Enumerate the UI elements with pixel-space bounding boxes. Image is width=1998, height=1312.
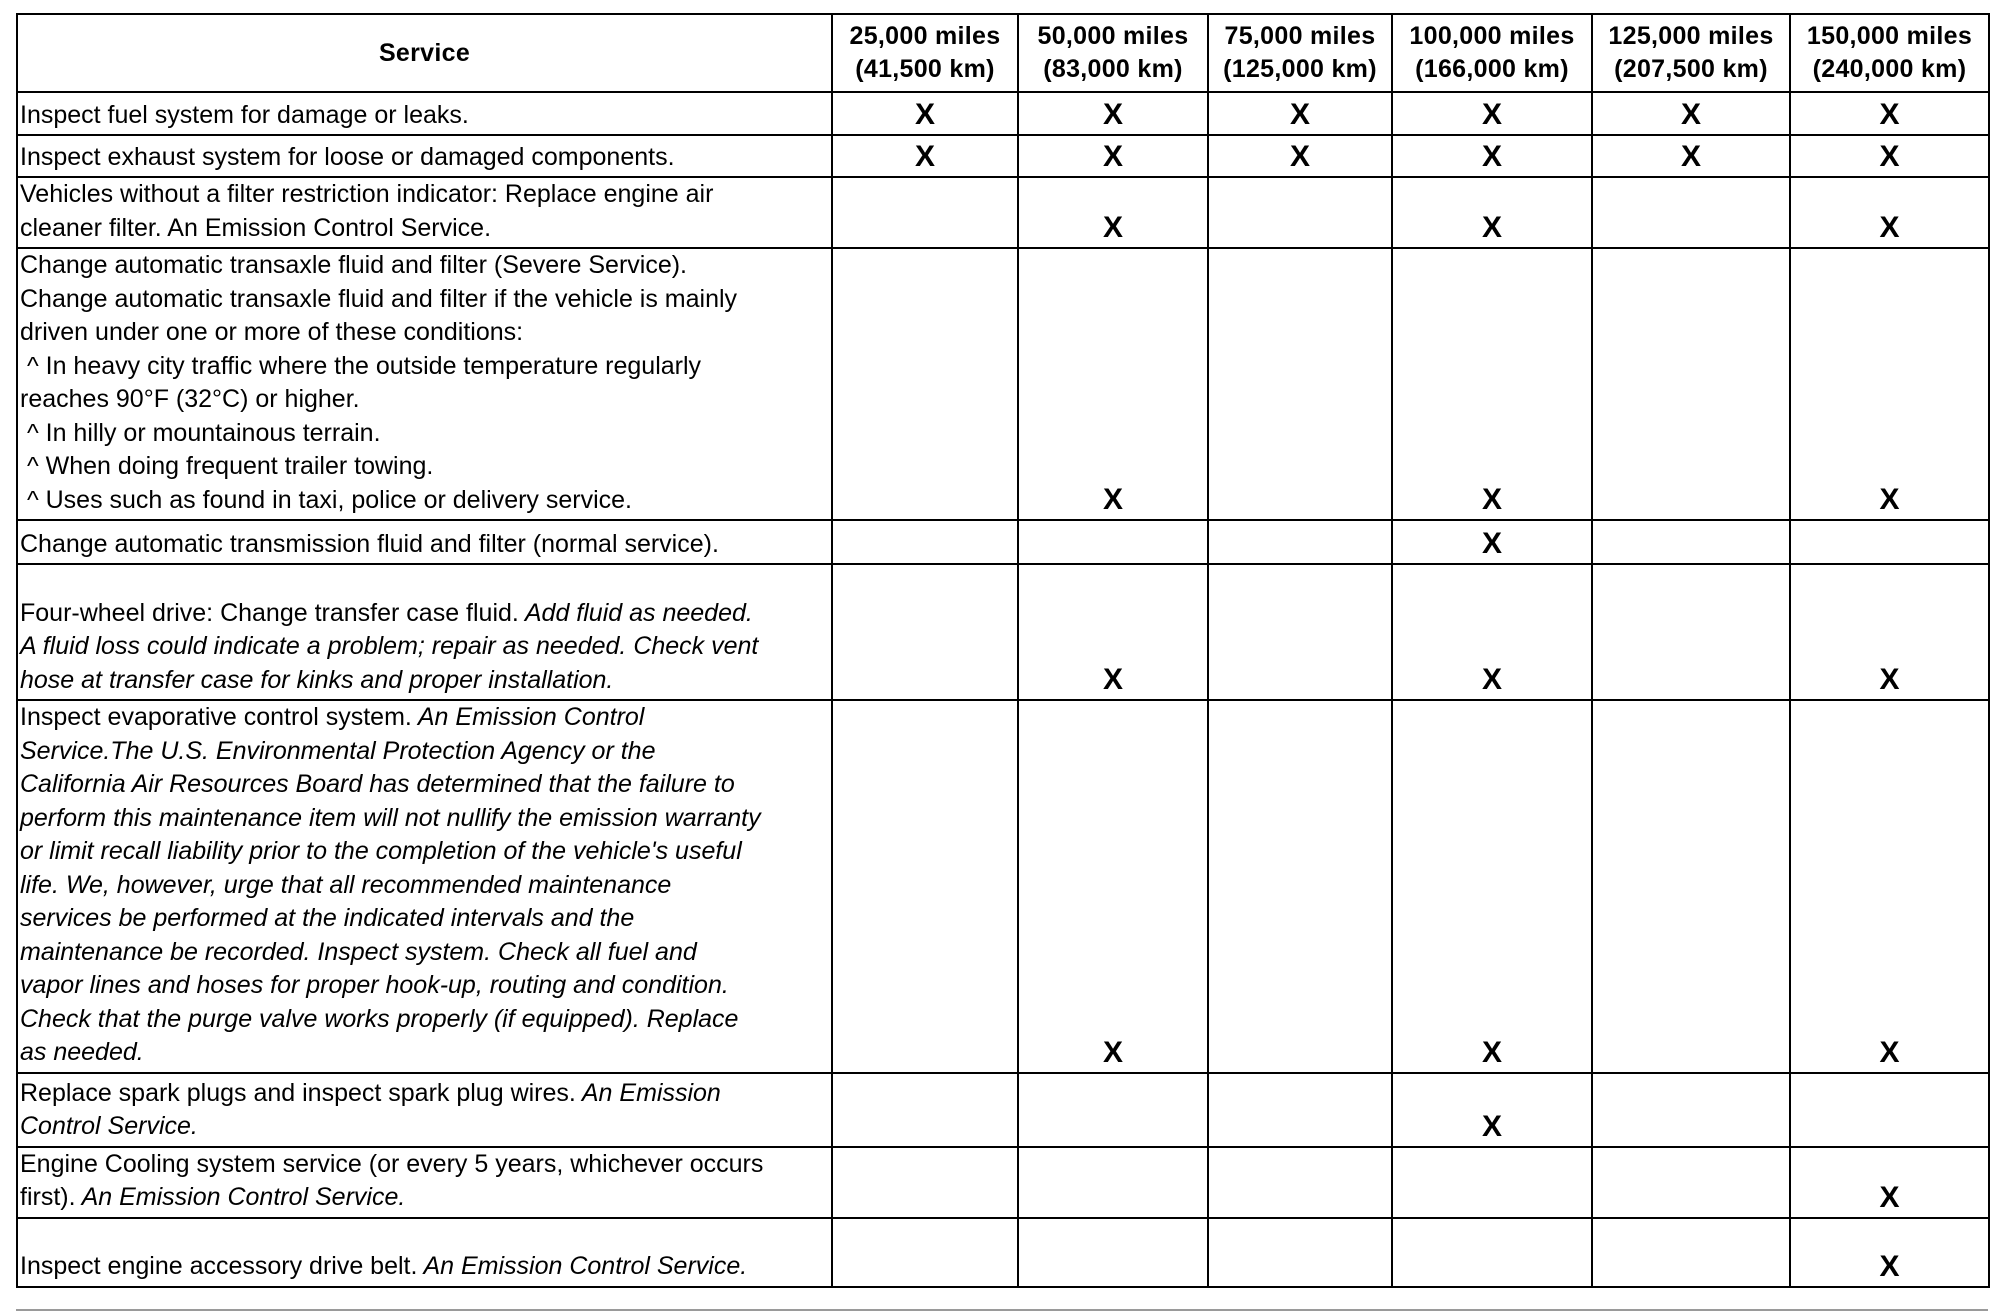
description-line (20, 1148, 829, 1182)
interval-cell (832, 1073, 1018, 1147)
interval-cell (1392, 135, 1592, 177)
interval-cell (832, 700, 1018, 1073)
description-line (20, 99, 829, 133)
service-column-header: Service (17, 14, 832, 92)
service-description (17, 520, 832, 564)
maintenance-schedule-sheet (16, 13, 1988, 1288)
table-row (17, 700, 1989, 1073)
service-due-mark: X (1879, 1180, 1900, 1214)
table-row (17, 564, 1989, 700)
interval-cell (1208, 1147, 1392, 1218)
interval-cell (832, 92, 1018, 135)
interval-header-25000 (832, 14, 1018, 92)
service-due-mark: X (1289, 140, 1310, 173)
description-text: ^ In heavy city traffic where the outside temperature regularly (20, 351, 702, 380)
interval-header-125000 (1592, 14, 1790, 92)
interval-cell (1018, 135, 1208, 177)
service-due-mark: X (1879, 140, 1900, 173)
interval-cell (1208, 177, 1392, 248)
description-text: Inspect exhaust system for loose or damaged components. (20, 142, 675, 171)
service-due-mark: X (1879, 211, 1900, 244)
interval-cell (1018, 1218, 1208, 1287)
description-line (20, 212, 829, 246)
service-description (17, 135, 832, 177)
description-text: California Air Resources Board has determined that the failure to (20, 770, 735, 798)
interval-header-50000 (1018, 14, 1208, 92)
interval-km: (207,500 km) (1614, 55, 1768, 83)
service-due-mark: X (1879, 483, 1900, 516)
description-text: life. We, however, urge that all recommended maintenance (20, 870, 672, 899)
description-line (20, 350, 829, 384)
description-text: A fluid loss could indicate a problem; repair as needed. Check vent (20, 632, 759, 660)
interval-miles: 75,000 miles (1224, 22, 1376, 50)
interval-km: (240,000 km) (1812, 55, 1967, 83)
emission-note-text: An Emission (575, 1078, 721, 1107)
description-line (20, 597, 829, 631)
service-due-mark: X (1481, 1035, 1502, 1069)
interval-cell (1392, 564, 1592, 700)
interval-cell (1018, 700, 1208, 1073)
interval-cell (1790, 1218, 1989, 1287)
description-line (20, 450, 829, 484)
table-row (17, 520, 1989, 564)
description-line (20, 902, 829, 936)
interval-km: (166,000 km) (1415, 55, 1569, 83)
description-text: perform this maintenance item will not nullify the emission warranty (20, 803, 761, 832)
service-description (17, 564, 832, 700)
interval-cell (1208, 700, 1392, 1073)
interval-cell (1208, 520, 1392, 564)
description-text: Change automatic transmission fluid and filter (normal service). (20, 529, 719, 558)
interval-cell (832, 1218, 1018, 1287)
emission-note-text: An Emission Control Service. (75, 1183, 406, 1211)
service-description (17, 1073, 832, 1147)
service-due-mark: X (1481, 663, 1502, 696)
interval-cell (1208, 1073, 1392, 1147)
description-text: Inspect evaporative control system. (20, 703, 412, 731)
description-text: ^ When doing frequent trailer towing. (20, 452, 434, 480)
description-line (20, 869, 829, 903)
service-due-mark: X (1481, 527, 1502, 560)
interval-miles: 50,000 miles (1037, 22, 1189, 50)
service-due-mark: X (1879, 98, 1900, 131)
interval-miles: 150,000 miles (1806, 22, 1973, 50)
description-line (20, 141, 829, 175)
interval-cell (1392, 520, 1592, 564)
service-description (17, 1218, 832, 1287)
interval-header-75000 (1208, 14, 1392, 92)
interval-cell (1592, 92, 1790, 135)
description-line (20, 701, 829, 735)
description-line (20, 1077, 829, 1111)
description-text: cleaner filter. An Emission Control Service. (20, 213, 492, 242)
table-row (17, 1218, 1989, 1287)
description-line (20, 417, 829, 451)
table-row (17, 1147, 1989, 1218)
service-description (17, 700, 832, 1073)
description-text: Inspect engine accessory drive belt. (20, 1252, 418, 1280)
interval-cell (1790, 92, 1989, 135)
description-text: Inspect fuel system for damage or leaks. (20, 100, 469, 129)
description-line (20, 484, 829, 518)
description-text: ^ In hilly or mountainous terrain. (20, 418, 381, 447)
interval-cell (1392, 1147, 1592, 1218)
description-text: Service.The U.S. Environmental Protection Agency or the (20, 736, 656, 765)
service-due-mark: X (1289, 98, 1310, 131)
interval-cell (832, 177, 1018, 248)
service-due-mark: X (1481, 483, 1502, 516)
description-line (20, 936, 829, 970)
service-due-mark: X (1102, 1035, 1123, 1069)
description-line (20, 768, 829, 802)
interval-header-100000 (1392, 14, 1592, 92)
service-due-mark: X (1102, 98, 1123, 131)
service-due-mark: X (1680, 98, 1701, 131)
description-text: Change automatic transaxle fluid and filter if the vehicle is mainly (20, 284, 738, 313)
interval-cell (1208, 564, 1392, 700)
description-line (20, 969, 829, 1003)
interval-cell (1392, 1073, 1592, 1147)
service-due-mark: X (1102, 140, 1123, 173)
interval-cell (1592, 248, 1790, 520)
service-due-mark: X (914, 98, 935, 131)
service-due-mark: X (1481, 1109, 1502, 1143)
interval-km: (125,000 km) (1223, 55, 1377, 83)
description-line (20, 283, 829, 317)
interval-cell (1018, 1073, 1208, 1147)
interval-cell (832, 564, 1018, 700)
interval-cell (832, 520, 1018, 564)
description-line (20, 664, 829, 698)
description-text: Vehicles without a filter restriction indicator: Replace engine air (20, 180, 714, 208)
header-row (17, 14, 1989, 92)
interval-cell (1592, 564, 1790, 700)
schedule-body (17, 92, 1989, 1287)
service-due-mark: X (1481, 211, 1502, 244)
interval-cell (1790, 564, 1989, 700)
service-description (17, 248, 832, 520)
description-text: driven under one or more of these conditions: (20, 318, 524, 346)
description-text: as needed. (20, 1038, 144, 1066)
interval-cell (1790, 1073, 1989, 1147)
interval-cell (1592, 1218, 1790, 1287)
description-line (20, 1110, 829, 1144)
interval-cell (1790, 700, 1989, 1073)
interval-cell (1592, 135, 1790, 177)
service-due-mark: X (1102, 663, 1123, 696)
description-text: Check that the purge valve works properly (if equipped). Replace (20, 1004, 739, 1033)
page-bottom-rule (16, 1309, 1988, 1311)
description-text: or limit recall liability prior to the completion of the vehicle's useful (20, 837, 742, 865)
description-text: Replace spark plugs and inspect spark plug wires. (20, 1078, 576, 1107)
interval-header-150000 (1790, 14, 1989, 92)
emission-note-text: Add fluid as needed. (518, 598, 753, 627)
description-text: services be performed at the indicated intervals and the (20, 904, 635, 932)
description-text: vapor lines and hoses for proper hook-up, routing and condition. (20, 971, 729, 999)
interval-miles: 125,000 miles (1608, 22, 1774, 50)
interval-cell (832, 135, 1018, 177)
description-text: Engine Cooling system service (or every 5 years, whichever occurs (20, 1149, 764, 1178)
interval-cell (1208, 248, 1392, 520)
service-due-mark: X (1481, 140, 1502, 173)
interval-cell (1018, 177, 1208, 248)
table-row (17, 135, 1989, 177)
interval-cell (832, 248, 1018, 520)
table-row (17, 92, 1989, 135)
description-text: maintenance be recorded. Inspect system. Check all fuel and (20, 937, 697, 966)
description-line (20, 383, 829, 417)
service-description (17, 1147, 832, 1218)
service-due-mark: X (1879, 1035, 1900, 1069)
interval-cell (1392, 248, 1592, 520)
interval-cell (832, 1147, 1018, 1218)
description-line (20, 835, 829, 869)
interval-cell (1592, 177, 1790, 248)
interval-cell (1018, 92, 1208, 135)
interval-cell (1018, 564, 1208, 700)
table-row (17, 248, 1989, 520)
emission-note-text: An Emission Control (411, 703, 645, 731)
table-row (17, 177, 1989, 248)
interval-cell (1018, 1147, 1208, 1218)
emission-note-text: An Emission Control Service. (417, 1252, 748, 1280)
description-line (20, 178, 829, 212)
service-due-mark: X (1879, 663, 1900, 696)
description-line (20, 1036, 829, 1070)
interval-miles: 100,000 miles (1409, 22, 1575, 50)
interval-cell (1392, 1218, 1592, 1287)
interval-cell (1392, 92, 1592, 135)
interval-cell (1208, 135, 1392, 177)
description-line (20, 316, 829, 350)
table-row (17, 1073, 1989, 1147)
interval-cell (1392, 700, 1592, 1073)
description-text: reaches 90°F (32°C) or higher. (20, 385, 360, 413)
service-due-mark: X (1102, 211, 1123, 244)
service-due-mark: X (1102, 483, 1123, 516)
interval-cell (1790, 135, 1989, 177)
description-text: Change automatic transaxle fluid and filter (Severe Service). (20, 251, 687, 279)
interval-cell (1592, 700, 1790, 1073)
interval-km: (83,000 km) (1043, 55, 1183, 83)
interval-cell (1208, 92, 1392, 135)
interval-cell (1208, 1218, 1392, 1287)
service-due-mark: X (1680, 140, 1701, 173)
description-line (20, 1250, 829, 1284)
description-text: ^ Uses such as found in taxi, police or delivery service. (20, 485, 632, 514)
description-text: Control Service. (20, 1112, 198, 1140)
maintenance-schedule-table (16, 13, 1990, 1288)
interval-cell (1592, 520, 1790, 564)
service-due-mark: X (1481, 98, 1502, 131)
interval-cell (1018, 248, 1208, 520)
description-line (20, 630, 829, 664)
description-text: Four-wheel drive: Change transfer case fluid. (20, 598, 519, 627)
service-description (17, 92, 832, 135)
interval-cell (1018, 520, 1208, 564)
description-line (20, 802, 829, 836)
interval-cell (1392, 177, 1592, 248)
description-text: hose at transfer case for kinks and proper installation. (20, 665, 614, 694)
interval-cell (1592, 1073, 1790, 1147)
interval-cell (1790, 248, 1989, 520)
description-line (20, 528, 829, 562)
description-line (20, 735, 829, 769)
description-text: first). (20, 1183, 76, 1211)
service-due-mark: X (1879, 1249, 1900, 1283)
interval-cell (1592, 1147, 1790, 1218)
interval-cell (1790, 177, 1989, 248)
interval-cell (1790, 1147, 1989, 1218)
interval-km: (41,500 km) (855, 55, 995, 83)
description-line (20, 249, 829, 283)
interval-cell (1790, 520, 1989, 564)
description-line (20, 1181, 829, 1215)
interval-miles: 25,000 miles (849, 22, 1001, 50)
description-line (20, 1003, 829, 1037)
service-description (17, 177, 832, 248)
service-due-mark: X (914, 140, 935, 173)
